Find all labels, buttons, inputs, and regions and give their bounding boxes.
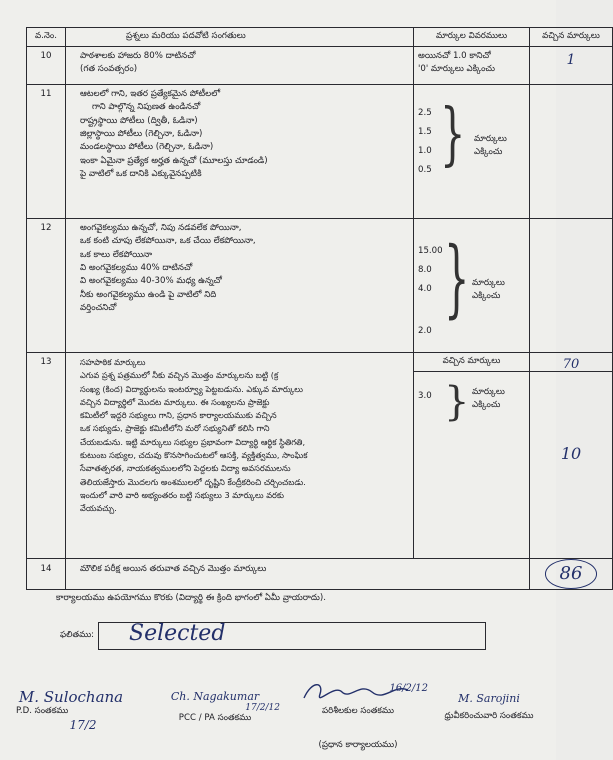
header-evaluation: మార్కుల వివరములు [414, 28, 530, 47]
criteria-line: సేవాతత్పరత, నాయకత్వములలోని పెద్దలకు విద్యా అవసరములను [80, 463, 291, 474]
sub-header-value: 70 [562, 357, 580, 372]
criteria-line: సంఖ్య (కింద) విద్యార్థులను ఇంటర్వ్యూ పెట్టబడును. ఎక్కువ మార్కులు [80, 383, 303, 394]
criteria-line: కమిటీలో ఇద్దరి సభ్యులు గాని, ప్రధాన కార్యాలయముకు వచ్చిన [80, 410, 277, 421]
signature-name: M. Sarojini [458, 692, 520, 705]
table-row [27, 219, 613, 353]
signature-role: పరిశీలకుల సంతకము [322, 706, 394, 716]
row-marks [530, 353, 613, 559]
evaluation-note-line: ఎక్కించు [472, 291, 501, 302]
evaluation-note [472, 277, 505, 304]
evaluation-note [472, 386, 505, 413]
row-evaluation [414, 353, 530, 559]
signature-date: 17/2 [69, 718, 97, 732]
criteria-line: అంగవైకల్యము ఉన్నచో, నిపు నడవలేక పోయినా, [80, 223, 242, 233]
row-evaluation [414, 47, 530, 85]
criteria-line: ఒక కాలు లేకపోయినా [80, 249, 153, 260]
brace: } [444, 230, 470, 328]
criteria-line: కుటుంబ సభ్యుల, చదువు కొనసాగించుటలో ఆసక్తి, వ్యక్తిత్వము, సాంఘిక [80, 449, 308, 460]
row-marks [530, 47, 613, 85]
header-criteria: ప్రశ్నలు మరియు పదవోటి సంగతులు [66, 28, 414, 47]
row-marks [530, 85, 613, 219]
criteria-line: జిల్లాస్థాయి పోటీలు (గెల్చినా, ఓడినా) [80, 128, 203, 139]
criteria-line: ఆటలలో గాని, ఇతర ప్రత్యేకమైన పోటీలలో [80, 89, 221, 99]
criteria-line: ఇంకా ఏమైనా ప్రత్యేక అర్హత ఉన్నచో (మూలస్తు చూడండి) [80, 155, 268, 166]
evaluation-line: అయినచో 1.0 కానిచో [418, 51, 491, 61]
value-item: 15.00 [418, 246, 443, 256]
row-evaluation [414, 85, 530, 219]
criteria-line: గాని పాల్గొన్న నిపుణత ఉండినచో [92, 102, 201, 113]
value-list [418, 245, 443, 344]
signature-name: Ch. Nagakumar [170, 690, 260, 703]
criteria-line: వర్తించనిచో [80, 302, 117, 313]
criteria-line: సహపాఠిక మార్కులు [80, 357, 146, 367]
row-number: 11 [27, 85, 66, 219]
value-item: 8.0 [418, 265, 432, 275]
stamp-note: (ప్రధాన కార్యాలయము) [318, 740, 398, 750]
evaluation-note-line: ఎక్కించు [472, 400, 501, 411]
signature-pd [16, 688, 126, 732]
awarded-marks: 10 [560, 444, 582, 463]
row-number: 13 [27, 353, 66, 559]
evaluation-note-line: మార్కులు [472, 387, 505, 397]
value-item: 1.5 [418, 127, 432, 137]
value-list [418, 107, 432, 183]
criteria-line: ఇందులో వారి వారి అభ్యంతరం బట్టి సభ్యులు 3 మార్కులు వరకు [80, 489, 285, 500]
row-criteria [66, 219, 414, 353]
criteria-line: చేయబడును. ఇట్టి మార్కులు సభ్యుల ప్రభావంగా విద్యార్థి ఆర్థిక స్థితిగతి, [80, 436, 306, 447]
result-label: ఫలితము: [60, 630, 95, 640]
result-value: Selected [129, 621, 226, 646]
table-row [27, 353, 613, 559]
total-label: మౌలిక పరీక్ష అయిన తరువాత వచ్చిన మొత్తం మార్కులు [66, 559, 530, 590]
criteria-line: తెలియజేస్తారు మొదలగు అంశములలో దృష్టిని కేంద్రీకరించి చర్చించబడు. [80, 476, 306, 487]
header-no: వ.నెం. [27, 28, 66, 47]
evaluation-note [474, 133, 507, 160]
criteria-line: మండలస్థాయి పోటీలు (గెల్చినా, ఓడినా) [80, 142, 214, 153]
row-evaluation [414, 219, 530, 353]
signature-role: PCC / PA సంతకము [178, 713, 252, 723]
criteria-line: వేయవచ్చు. [80, 503, 117, 514]
criteria-line: ఎగువ ప్రశ్న పత్రములో నీకు వచ్చిన మొత్తం మార్కులను బట్టి (క్ర [80, 370, 279, 381]
signature-role: P.D. సంతకము [16, 706, 69, 716]
row-number: 14 [27, 559, 66, 590]
criteria-line: నీకు అంగవైకల్యము ఉండి పై వాటిలో నిది [80, 289, 217, 300]
signature-name: M. Sulochana [18, 688, 124, 706]
row-criteria [66, 353, 414, 559]
criteria-line: పై వాటిలో ఒక దానికి ఎక్కువైనప్పటికి [80, 168, 202, 179]
signature-role: ధ్రువీకరించువారి సంతకము [444, 711, 534, 721]
awarded-marks: 1 [566, 52, 576, 68]
criteria-line: పాఠశాలకు హాజరు 80% దాటినచో [80, 51, 196, 61]
signature-observer [288, 678, 428, 752]
row-number: 10 [27, 47, 66, 85]
value-item: 1.0 [418, 146, 432, 156]
table-row [27, 47, 613, 85]
signature-date: 17/2/12 [245, 703, 280, 713]
criteria-line: వి అంగవైకల్యము 40-30% మధ్య ఉన్నచో [80, 276, 222, 287]
sub-header [414, 353, 529, 372]
signature-verifier [430, 692, 548, 723]
criteria-line: రాష్ట్రస్థాయి పోటీలు (ద్వితీ, ఓడినా) [80, 115, 198, 126]
value-item: 4.0 [418, 284, 432, 294]
sub-header-label: వచ్చిన మార్కులు [442, 356, 501, 366]
criteria-line: వచ్చిన విద్యార్థిలో మొదట మార్కులు. ఈ సంఖ్యలను ప్రాజెక్టు [80, 396, 270, 407]
office-use-note: కార్యాలయము ఉపయోగము కొరకు (విద్యార్థి ఈ క్రింది భాగంలో ఏమీ వ్రాయరాదు). [56, 593, 326, 603]
total-value-cell [530, 559, 613, 590]
row-number: 12 [27, 219, 66, 353]
value-item: 2.0 [418, 326, 432, 336]
row-criteria [66, 47, 414, 85]
evaluation-note-line: ఎక్కించు [474, 147, 503, 158]
value-list [418, 390, 432, 409]
brace: } [444, 379, 470, 425]
criteria-line: (గత సంవత్సరం) [80, 64, 138, 75]
row-criteria [66, 85, 414, 219]
value-item: 0.5 [418, 165, 432, 175]
value-item: 3.0 [418, 391, 432, 401]
header-marks: వచ్చిన మార్కులు [530, 28, 613, 47]
result-box [98, 622, 486, 650]
sub-header-value-cell [530, 353, 612, 372]
total-value: 86 [545, 559, 598, 589]
evaluation-note-line: మార్కులు [472, 278, 505, 288]
criteria-line: ఒక కంటి చూపు లేకపోయినా, ఒక చేయి లేకపోయినా, [80, 236, 256, 247]
brace: } [440, 95, 466, 175]
evaluation-note-line: మార్కులు [474, 134, 507, 144]
total-row [27, 559, 613, 590]
criteria-line: ఒక సభ్యుడు, ప్రాజెక్టు కమిటీలోని మరో సభ్యునితో కలిసి గాని [80, 423, 270, 434]
table-row [27, 85, 613, 219]
signature-date: 16/2/12 [389, 683, 428, 694]
header-row [27, 28, 613, 47]
evaluation-line: '0' మార్కులు ఎక్కించు [418, 64, 495, 75]
signature-pcc [150, 690, 280, 725]
criteria-line: వి అంగవైకల్యము 40% దాటినచో [80, 262, 193, 273]
value-item: 2.5 [418, 108, 432, 118]
evaluation-table [26, 27, 613, 590]
row-marks [530, 219, 613, 353]
